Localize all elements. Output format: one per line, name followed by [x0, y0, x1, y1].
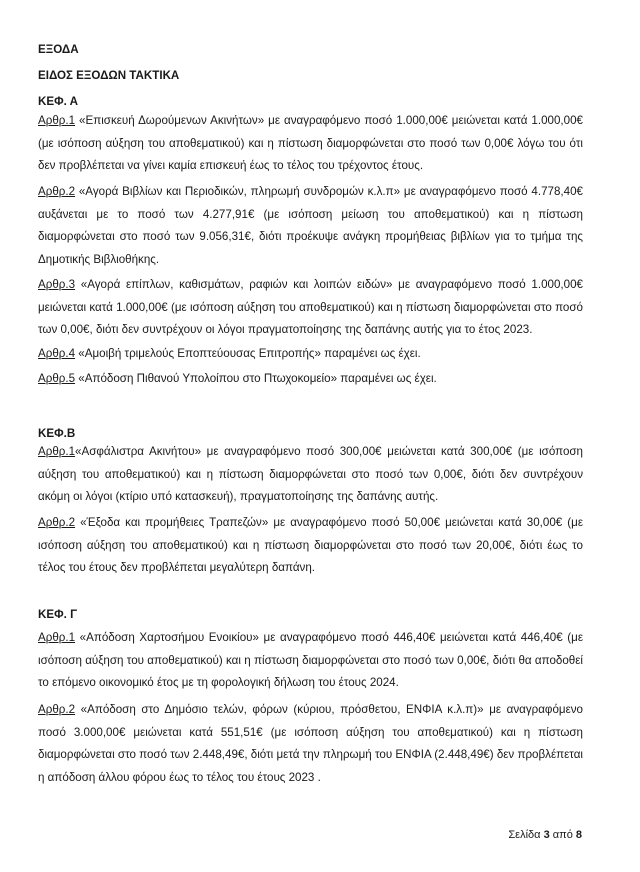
footer-page: 3: [543, 829, 550, 841]
article-text: «Απόδοση στο Δημόσιο τελών, φόρων (κύριου, πρόσθετου, ΕΝΦΙΑ κ.λ.π)» με αναγραφόμενο ποσό 3.000,00€ μειώνεται κατά 551,51€ (με ισόποση αύξηση του αποθεματικού) και η πίστωση διαμορφώνεται στο ποσό των 2.448,49€, διότι μετά την πληρωμή του ΕΝΦΙΑ (2.448,49€) δεν προβλέπεται η απόδοση άλλου φόρου έως το τέλος του έτους 2023 .: [38, 703, 583, 784]
article-a5: [38, 368, 583, 391]
article-label[interactable]: Αρθρ.3: [38, 278, 76, 291]
article-label[interactable]: Αρθρ.2: [38, 185, 76, 198]
article-label[interactable]: Αρθρ.4: [38, 347, 76, 360]
article-text: «Απόδοση Χαρτοσήμου Ενοικίου» με αναγραφόμενο ποσό 446,40€ μειώνεται κατά 446,40€ (με ισόποση αύξηση του αποθεματικού) και η πίστωση διαμορφώνεται στο ποσό των 0,00€, διότι θα αποδοθεί το επόμενο οικονομικό έτος με τη φορολογική δήλωση του έτους 2024.: [38, 631, 583, 689]
article-label[interactable]: Αρθρ.1: [38, 114, 76, 127]
footer-middle: από: [549, 829, 576, 841]
article-label[interactable]: Αρθρ.2: [38, 516, 76, 529]
article-c1: [38, 627, 583, 695]
article-text: «Έξοδα και προμήθειες Τραπεζών» με αναγραφόμενο ποσό 50,00€ μειώνεται κατά 30,00€ (με ισόποση αύξηση του αποθεματικού) και η πίστωση διαμορφώνεται στο ποσό των 20,00€, διότι έως το τέλος του έτους δεν προβλέπεται μεγαλύτερη δαπάνη.: [38, 516, 583, 574]
article-text: «Απόδοση Πιθανού Υπολοίπου στο Πτωχοκομείο» παραμένει ως έχει.: [75, 372, 437, 385]
article-a1: [38, 110, 583, 178]
page-number-footer: [508, 829, 582, 841]
article-text: «Ασφάλιστρα Ακινήτου» με αναγραφόμενο ποσό 300,00€ μειώνεται κατά 300,00€ (με ισόποση αύξηση του αποθεματικού) και η πίστωση διαμορφώνεται στο ποσό των 0,00€, διότι δεν συντρέχουν ακόμη οι λόγοι (κτίριο υπό κατασκευή), πραγματοποίησης της δαπάνης αυτής.: [38, 445, 583, 503]
section-heading-c: ΚΕΦ. Γ: [38, 608, 78, 621]
footer-total: 8: [575, 829, 582, 841]
article-a2: [38, 181, 583, 271]
section-heading-b: ΚΕΦ.Β: [38, 427, 76, 440]
article-label[interactable]: Αρθρ.2: [38, 703, 76, 716]
article-a3: [38, 274, 583, 342]
section-heading-a: ΚΕΦ. Α: [38, 95, 79, 108]
article-text: «Αγορά Βιβλίων και Περιοδικών, πληρωμή συνδρομών κ.λ.π» με αναγραφόμενο ποσό 4.778,40€ αυξάνεται με το ποσό των 4.277,91€ (με ισόποση μείωση του αποθεματικού) και η πίστωση διαμορφώνεται στο ποσό των 9.056,31€, διότι προέκυψε ανάγκη προμήθειας βιβλίων για το τμήμα της Δημοτικής Βιβλιοθήκης.: [38, 185, 583, 266]
article-label[interactable]: Αρθρ.1: [38, 445, 76, 458]
document-subtitle: ΕΙΔΟΣ ΕΞΟΔΩΝ ΤΑΚΤΙΚΑ: [38, 69, 180, 82]
document-title: ΕΞΟΔΑ: [38, 43, 79, 56]
article-label[interactable]: Αρθρ.1: [38, 631, 76, 644]
article-b1: [38, 441, 583, 509]
article-text: «Επισκευή Δωρούμενων Ακινήτων» με αναγραφόμενο ποσό 1.000,00€ μειώνεται κατά 1.000,00€ (με ισόποση αύξηση του αποθεματικού) και η πίστωση διαμορφώνεται στο ποσό των 0,00€ λόγω του ότι δεν προβλέπεται να γίνει καμία επισκευή έως το τέλος του τρέχοντος έτους.: [38, 114, 583, 172]
footer-prefix: Σελίδα: [508, 829, 544, 841]
article-label[interactable]: Αρθρ.5: [38, 372, 76, 385]
article-b2: [38, 512, 583, 580]
article-text: «Αγορά επίπλων, καθισμάτων, ραφιών και λοιπών ειδών» με αναγραφόμενο ποσό 1.000,00€ μειώνεται κατά 1.000,00€ (με ισόποση αύξηση του αποθεματικού) και η πίστωση διαμορφώνεται στο ποσό των 0,00€, διότι δεν συντρέχουν οι λόγοι πραγματοποίησης της δαπάνης αυτής για το έτος 2023.: [38, 278, 583, 336]
article-text: «Αμοιβή τριμελούς Εποπτεύουσας Επιτροπής» παραμένει ως έχει.: [75, 347, 421, 360]
article-a4: [38, 343, 583, 366]
article-c2: [38, 699, 583, 789]
